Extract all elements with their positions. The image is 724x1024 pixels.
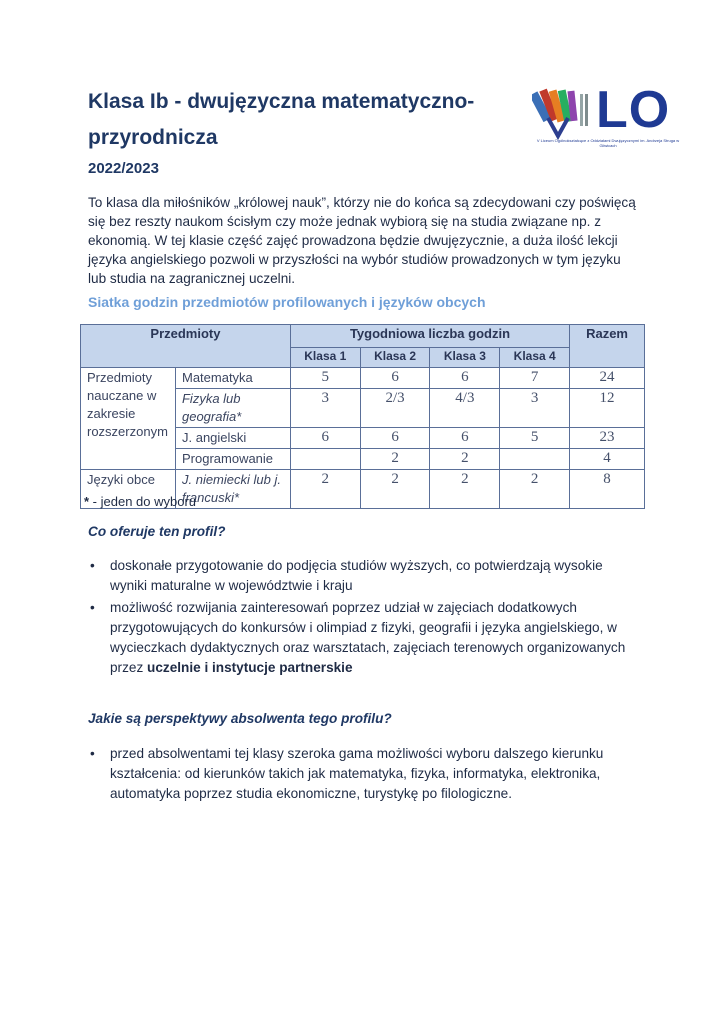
total-cell: 23 xyxy=(570,428,645,449)
books-icon xyxy=(532,89,588,136)
hours-cell: 3 xyxy=(290,389,360,428)
header-class-4: Klasa 4 xyxy=(500,348,570,368)
total-cell: 12 xyxy=(570,389,645,428)
page-title: Klasa Ib - dwujęzyczna matematyczno-przyrodnicza xyxy=(88,90,475,149)
school-year: 2022/2023 xyxy=(88,160,159,177)
subject-cell: Programowanie xyxy=(175,449,290,470)
header-class-3: Klasa 3 xyxy=(430,348,500,368)
offer-bullet-2-bold: uczelnie i instytucje partnerskie xyxy=(147,660,353,675)
group-extended: Przedmioty nauczane w zakresie rozszerzonym xyxy=(81,368,176,470)
hours-cell: 2 xyxy=(360,449,430,470)
hours-cell: 6 xyxy=(430,428,500,449)
hours-cell: 2/3 xyxy=(360,389,430,428)
group-languages: Języki obce xyxy=(81,470,176,509)
hours-cell: 2 xyxy=(430,449,500,470)
header-weekly-hours: Tygodniowa liczba godzin xyxy=(290,325,569,348)
hours-cell xyxy=(290,449,360,470)
hours-cell: 6 xyxy=(360,368,430,389)
table-footnote xyxy=(84,494,196,509)
offer-heading: Co oferuje ten profil? xyxy=(88,524,226,539)
hours-cell: 2 xyxy=(360,470,430,509)
hours-cell xyxy=(500,449,570,470)
header-subjects: Przedmioty xyxy=(81,325,291,368)
offer-bullet-2: możliwość rozwijania zainteresowań poprzez udział w zajęciach dodatkowych przygotowujących do konkursów i olimpiad z fizyki, geografii i języka angielskiego, w wycieczkach dydaktycznych oraz warsztatach, zajęciach terenowych organizowanych przez xyxy=(110,600,626,675)
hours-cell: 3 xyxy=(500,389,570,428)
subject-cell: J. niemiecki lub j. francuski* xyxy=(175,470,290,509)
offer-list xyxy=(88,556,638,680)
header-class-2: Klasa 2 xyxy=(360,348,430,368)
total-cell: 24 xyxy=(570,368,645,389)
table-row xyxy=(81,368,645,389)
hours-cell: 6 xyxy=(430,368,500,389)
hours-cell: 6 xyxy=(360,428,430,449)
total-cell: 8 xyxy=(570,470,645,509)
hours-cell: 6 xyxy=(290,428,360,449)
logo-caption: V Liceum Ogólnokształcące z Oddziałami Dwujęzycznymi im. Andrzeja Struga w Gliwicach xyxy=(536,138,680,148)
footnote-star: * xyxy=(84,494,90,509)
total-cell: 4 xyxy=(570,449,645,470)
logo-text: LO xyxy=(596,81,671,139)
prospects-list xyxy=(88,744,638,806)
offer-bullet-1: doskonałe przygotowanie do podjęcia studiów wyższych, co potwierdzają wysokie wyniki maturalne w województwie i kraju xyxy=(110,558,603,593)
list-item xyxy=(88,556,638,596)
hours-cell: 2 xyxy=(500,470,570,509)
hours-cell: 5 xyxy=(500,428,570,449)
list-item xyxy=(88,598,638,678)
list-item xyxy=(88,744,638,804)
footnote-text: - jeden do wyboru xyxy=(89,494,197,509)
prospects-heading: Jakie są perspektywy absolwenta tego profilu? xyxy=(88,711,392,726)
hours-cell: 4/3 xyxy=(430,389,500,428)
hours-cell: 2 xyxy=(290,470,360,509)
header-total: Razem xyxy=(570,325,645,368)
hours-cell: 2 xyxy=(430,470,500,509)
subject-cell: Fizyka lub geografia* xyxy=(175,389,290,428)
prospects-bullet-1: przed absolwentami tej klasy szeroka gama możliwości wyboru dalszego kierunku kształcenia: od kierunków takich jak matematyka, fizyka, informatyka, elektronika, automatyka poprzez studia ekonomiczne, turystykę po filologiczne. xyxy=(110,746,604,801)
hours-cell: 5 xyxy=(290,368,360,389)
table-title: Siatka godzin przedmiotów profilowanych i języków obcych xyxy=(88,294,486,310)
subject-cell: J. angielski xyxy=(175,428,290,449)
header-class-1: Klasa 1 xyxy=(290,348,360,368)
subject-cell: Matematyka xyxy=(175,368,290,389)
hours-cell: 7 xyxy=(500,368,570,389)
hours-table xyxy=(80,324,645,509)
intro-paragraph: To klasa dla miłośników „królowej nauk”, którzy nie do końca są zdecydowani czy poświęcą się bez reszty naukom ścisłym czy może jednak wybiorą się na studia związane np. z ekonomią. W tej klasie część zajęć prowadzona będzie dwujęzycznie, a duża ilość lekcji języka angielskiego pozwoli w przyszłości na wybór studiów prowadzonych w tym języku lub studia na zagranicznej uczelni. xyxy=(88,195,636,286)
